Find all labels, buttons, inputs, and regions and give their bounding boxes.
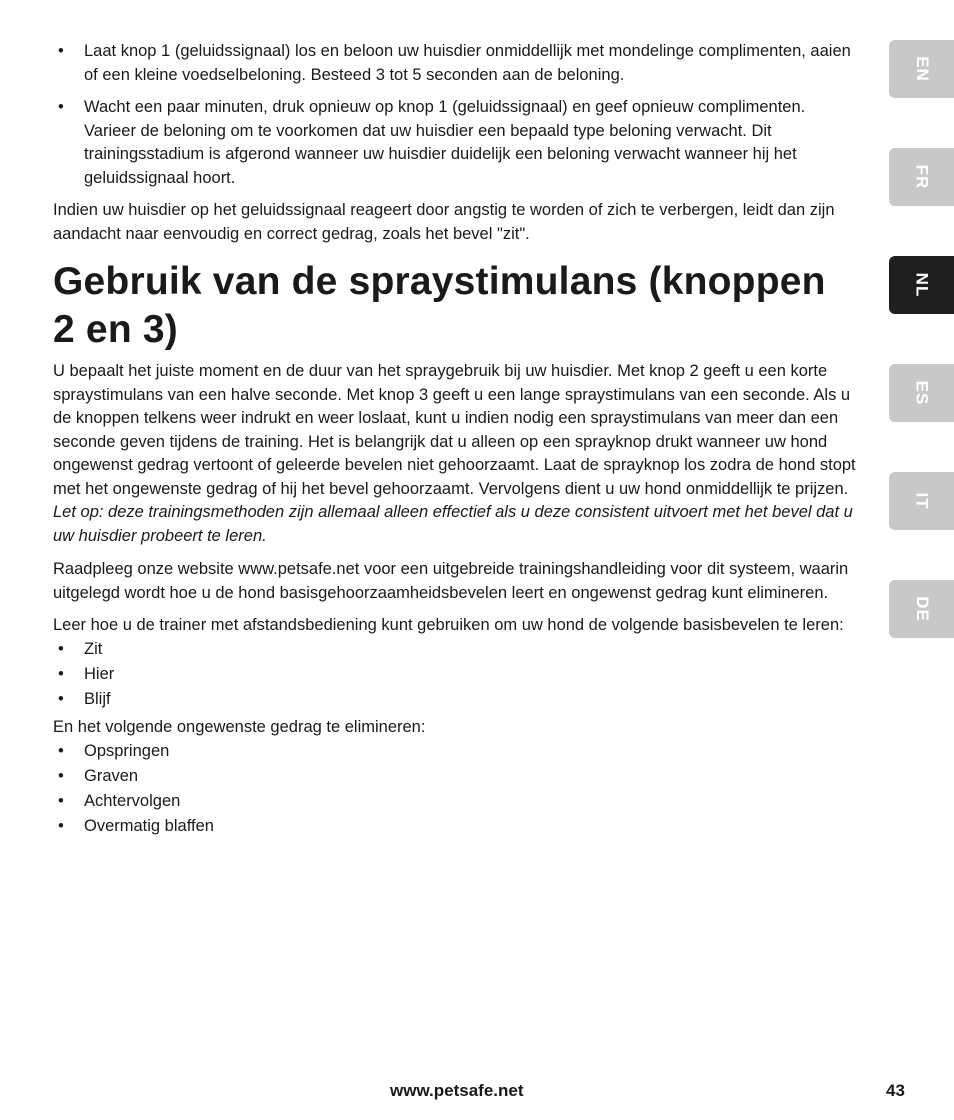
tab-label: IT xyxy=(912,492,932,510)
section-heading: Gebruik van de spraystimulans (knoppen 2 en 3) xyxy=(53,260,826,351)
language-tab-de[interactable] xyxy=(889,580,954,638)
page-number: 43 xyxy=(886,1081,905,1100)
footer-url: www.petsafe.net xyxy=(390,1081,524,1100)
list-item: • Wacht een paar minuten, druk opnieuw op knop 1 (geluidssignaal) en geef opnieuw complimenten. Varieer de beloning om te voorkomen dat uw huisdier een bepaald type beloning verwacht. Dit trainingsstadium is afgerond wanneer uw huisdier duidelijk een beloning verwacht wanneer hij het geluidssignaal hoort. xyxy=(53,96,858,190)
list-item: • Laat knop 1 (geluidssignaal) los en beloon uw huisdier onmiddellijk met mondelinge complimenten, aaien of een kleine voedselbeloning. Besteed 3 tot 5 seconden aan de beloning. xyxy=(53,40,858,87)
list-item: • Zit xyxy=(53,638,858,662)
language-tab-nl[interactable] xyxy=(889,256,954,314)
tab-label: EN xyxy=(912,56,932,82)
language-tab-en[interactable] xyxy=(889,40,954,98)
tab-label: NL xyxy=(912,272,932,298)
list-item: • Overmatig blaffen xyxy=(53,815,858,839)
website-paragraph: Raadpleeg onze website www.petsafe.net voor een uitgebreide trainingshandleiding voor dit systeem, waarin uitgelegd wordt hoe u de hond basisgehoorzaamheidsbevelen leert en ongewenst gedrag kunt elimineren. xyxy=(53,560,849,602)
list-item: • Opspringen xyxy=(53,740,858,764)
commands-intro: Leer hoe u de trainer met afstandsbediening kunt gebruiken om uw hond de volgende basisbevelen te leren: xyxy=(53,616,844,634)
list-item: • Achtervolgen xyxy=(53,790,858,814)
behaviors-list xyxy=(53,740,858,839)
list-item: • Blijf xyxy=(53,688,858,712)
note-paragraph: Let op: deze trainingsmethoden zijn allemaal alleen effectief als u deze consistent uitvoert met het bevel dat u uw huisdier probeert te leren. xyxy=(53,503,853,545)
behaviors-intro: En het volgende ongewenste gedrag te elimineren: xyxy=(53,718,426,736)
intro-paragraph: Indien uw huisdier op het geluidssignaal reageert door angstig te worden of zich te verbergen, leidt dan zijn aandacht naar eenvoudig en correct gedrag, zoals het bevel "zit". xyxy=(53,201,835,243)
language-tab-it[interactable] xyxy=(889,472,954,530)
tab-label: DE xyxy=(912,596,932,622)
language-tab-es[interactable] xyxy=(889,364,954,422)
list-item: • Hier xyxy=(53,663,858,687)
body-paragraph: U bepaalt het juiste moment en de duur van het spraygebruik bij uw huisdier. Met knop 2 geeft u een korte spraystimulans van een halve seconde. Met knop 3 geeft u een lange spraystimulans van een seconde. Als u de knoppen telkens weer indrukt en weer loslaat, kunt u indien nodig een spraystimulans van meer dan een seconde geven tijdens de training. Het is belangrijk dat u alleen op een sprayknop drukt wanneer uw hond ongewenst gedrag vertoont of geleerde bevelen niet gehoorzaamt. Laat de sprayknop los zodra de hond stopt met het ongewenste gedrag of hij het bevel gehoorzaamt. Vervolgens dient u uw hond onmiddellijk te prijzen. xyxy=(53,362,856,498)
intro-bullet-list xyxy=(53,40,858,190)
list-item: • Graven xyxy=(53,765,858,789)
tab-label: FR xyxy=(912,164,932,190)
language-tab-fr[interactable] xyxy=(889,148,954,206)
commands-list xyxy=(53,638,858,712)
page-content xyxy=(53,40,858,840)
tab-label: ES xyxy=(912,380,932,406)
